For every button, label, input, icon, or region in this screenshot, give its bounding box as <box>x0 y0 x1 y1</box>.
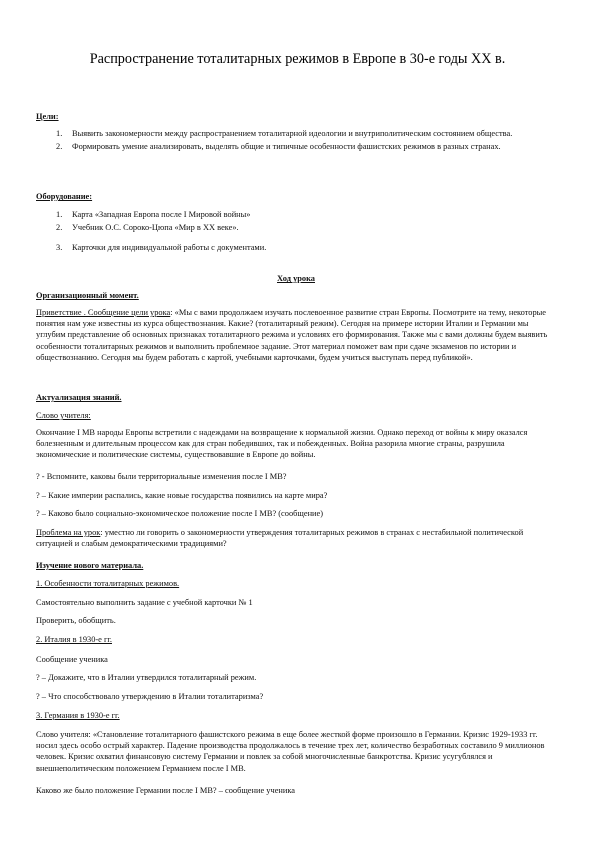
check-text: Проверить, обобщить. <box>36 616 116 625</box>
question-text: ? - Вспомните, каковы были территориальные изменения после I МВ? <box>36 472 287 481</box>
germany-text: Слово учителя: «Становление тоталитарного фашистского режима в еще более жесткой форме произошло в Германии. Кризис 1929-1933 гг. носил здесь особо острый характер. Падение производства продолжалось в течение трех лет, количество безработных составило 9 миллионов человек. Кризис охватил финансовую систему Германии и повлек за собой многочисленные банкротства. Кризис усугублялся и внешнеполитическим положением Германием после I МВ. <box>36 730 545 773</box>
question-block <box>36 785 556 796</box>
actual-heading: Актуализация знаний. <box>36 393 122 402</box>
subsection-block <box>36 710 556 721</box>
subsection-block <box>36 634 556 645</box>
equipment-item <box>36 242 556 253</box>
question-text: ? – Докажите, что в Италии утвердился тоталитарный режим. <box>36 673 257 682</box>
subsection-title: 1. Особенности тоталитарных режимов. <box>36 579 180 588</box>
question-block <box>36 508 556 519</box>
text-block <box>36 654 556 665</box>
equipment-heading: Оборудование: <box>36 192 93 201</box>
goal-text: Выявить закономерности между распространением тоталитарной идеологии и внутриполитическим состоянием общества. <box>72 129 513 138</box>
new-material-section <box>36 560 556 571</box>
equipment-text: Карточки для индивидуальной работы с документами. <box>72 243 267 253</box>
problem-text: : уместно ли говорить о закономерности утверждения тоталитарных режимов в странах с нестабильной политической ситуацией и слабым демократическими традициями? <box>36 528 524 549</box>
text-block <box>36 597 556 608</box>
germany-paragraph <box>36 729 556 774</box>
org-text: : «Мы с вами продолжаем изучать послевоенное развитие стран Европы. Посмотрите на тему, некоторые понятия нам уже известны из курса обществознания. Какие? (тоталитарный режим). Сегодня на примере истории Италии и Германии мы углубим представление об основных признаках тоталитарного режима и условиях его формирования. Также мы с вами должны будем выявить особенности тоталитарных режимов и выполнить проблемное задание. Этот материал поможет вам при сдаче экзаменов по истории и обществознанию. Сегодня мы будем работать с картой, учебными карточками, будем учиться выступать перед публикой». <box>36 308 548 362</box>
org-lead: Приветствие . Сообщение цели урока <box>36 308 171 317</box>
goal-item <box>36 128 556 139</box>
document-title: Распространение тоталитарных режимов в Европе в 30-е годы XX в. <box>89 51 506 67</box>
goal-number: 1. <box>56 129 63 138</box>
question-text: Каково же было положение Германии после I МВ? – сообщение ученика <box>36 786 296 795</box>
question-block <box>36 672 556 683</box>
equipment-number: 1. <box>56 210 63 219</box>
equipment-section <box>36 191 556 202</box>
goals-heading: Цели: <box>36 112 59 121</box>
teacher-label-block <box>36 410 556 421</box>
question-text: ? – Какие империи распались, какие новые государства появились на карте мира? <box>36 491 328 500</box>
subsection-title: 3. Германия в 1930-е гг. <box>36 711 120 720</box>
goals-section <box>36 111 556 122</box>
new-material-heading: Изучение нового материала. <box>36 561 144 570</box>
goal-item <box>36 141 556 152</box>
actual-text: Окончание I МВ народы Европы встретили с надеждами на возвращение к нормальной жизни. Однако переход от войны к миру оказался болезненным и длительным процессом как для стран победивших, так и побежденных. Война разорила многие страны, разрушила экономические и политические системы, существовавшие в Европе до войны. <box>36 428 528 460</box>
org-paragraph <box>36 307 556 363</box>
question-text: ? – Каково было социально-экономическое положение после I МВ? (сообщение) <box>36 509 324 518</box>
problem-paragraph <box>36 527 556 549</box>
equipment-text: Учебник О.С. Сороко-Цюпа «Мир в XX веке». <box>72 223 239 233</box>
actual-section <box>36 392 556 403</box>
subsection-block <box>36 578 556 589</box>
problem-lead: Проблема на урок <box>36 528 101 537</box>
lesson-section <box>36 273 556 284</box>
lesson-heading: Ход урока <box>277 274 315 283</box>
equipment-number: 3. <box>56 243 63 253</box>
teacher-label: Слово учителя: <box>36 411 91 420</box>
subsection-title: 2. Италия в 1930-е гг. <box>36 635 112 644</box>
equipment-number: 2. <box>56 223 63 233</box>
equipment-item <box>36 222 556 233</box>
text-block <box>36 615 556 626</box>
goals-list <box>36 128 556 152</box>
goal-number: 2. <box>56 142 63 152</box>
equipment-list <box>36 209 556 254</box>
org-section <box>36 290 556 301</box>
actual-paragraph <box>36 427 556 461</box>
equipment-item <box>36 209 556 220</box>
question-text: ? – Что способствовало утверждению в Италии тоталитаризма? <box>36 692 264 701</box>
question-block <box>36 691 556 702</box>
question-block <box>36 490 556 501</box>
task-text: Самостоятельно выполнить задание с учебной карточки № 1 <box>36 598 253 607</box>
message-text: Сообщение ученика <box>36 655 108 664</box>
org-heading: Организационный момент. <box>36 291 139 300</box>
question-block <box>36 471 556 482</box>
equipment-text: Карта «Западная Европа после I Мировой войны» <box>72 210 251 219</box>
goal-text: Формировать умение анализировать, выделять общие и типичные особенности фашистских режимов в разных странах. <box>72 142 501 152</box>
